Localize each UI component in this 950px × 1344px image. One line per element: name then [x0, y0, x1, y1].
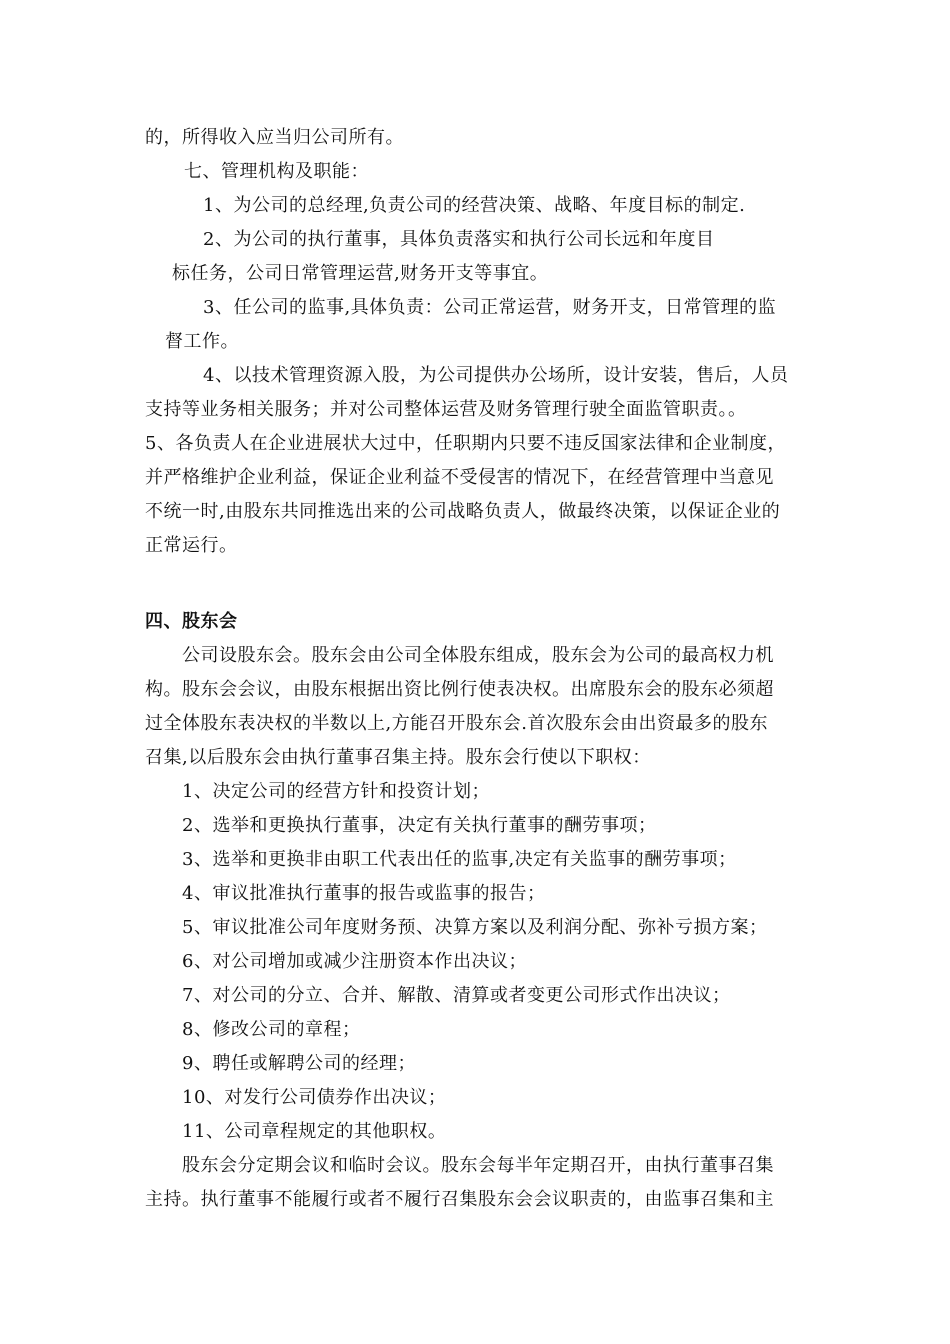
- list-item: 7、对公司的分立、合并、解散、清算或者变更公司形式作出决议；: [182, 985, 731, 1006]
- list-item: 2、选举和更换执行董事，决定有关执行董事的酬劳事项；: [182, 815, 657, 836]
- paragraph-line: 并严格维护企业利益，保证企业利益不受侵害的情况下，在经营管理中当意见: [145, 467, 774, 488]
- list-item: 2、为公司的执行董事，具体负责落实和执行公司长远和年度目: [203, 229, 715, 250]
- paragraph-line: 不统一时,由股东共同推选出来的公司战略负责人，做最终决策，以保证企业的: [145, 501, 781, 522]
- list-item: 1、决定公司的经营方针和投资计划；: [182, 781, 490, 802]
- paragraph-line: 过全体股东表决权的半数以上,方能召开股东会.首次股东会由出资最多的股东: [145, 713, 768, 734]
- paragraph-line: 构。股东会会议，由股东根据出资比例行使表决权。出席股东会的股东必须超: [145, 679, 774, 700]
- list-item: 4、审议批准执行董事的报告或监事的报告；: [182, 883, 546, 904]
- list-item: 5、各负责人在企业进展状大过中，任职期内只要不违反国家法律和企业制度，: [145, 433, 786, 454]
- list-item: 1、为公司的总经理,负责公司的经营决策、战略、年度目标的制定.: [203, 195, 746, 216]
- list-item: 9、聘任或解聘公司的经理；: [182, 1053, 416, 1074]
- list-item: 4、以技术管理资源入股，为公司提供办公场所，设计安装，售后，人员: [203, 365, 789, 386]
- paragraph-line: 股东会分定期会议和临时会议。股东会每半年定期召开，由执行董事召集: [182, 1155, 774, 1176]
- paragraph-line: 督工作。: [165, 331, 239, 352]
- list-item: 10、对发行公司债券作出决议；: [182, 1087, 447, 1108]
- list-item: 6、对公司增加或减少注册资本作出决议；: [182, 951, 527, 972]
- paragraph-line: 标任务，公司日常管理运营,财务开支等事宜。: [172, 263, 549, 284]
- list-item: 3、选举和更换非由职工代表出任的监事,决定有关监事的酬劳事项；: [182, 849, 737, 870]
- list-item: 11、公司章程规定的其他职权。: [182, 1121, 447, 1142]
- paragraph-line: 主持。执行董事不能履行或者不履行召集股东会会议职责的，由监事召集和主: [145, 1189, 774, 1210]
- list-item: 8、修改公司的章程；: [182, 1019, 361, 1040]
- paragraph-line: 的，所得收入应当归公司所有。: [145, 127, 404, 148]
- paragraph-line: 公司设股东会。股东会由公司全体股东组成，股东会为公司的最高权力机: [182, 645, 774, 666]
- section-heading-shareholders: 四、股东会: [145, 611, 238, 632]
- section-heading-management: 七、管理机构及职能：: [184, 161, 369, 182]
- list-item: 3、任公司的监事,具体负责：公司正常运营，财务开支，日常管理的监: [203, 297, 777, 318]
- paragraph-line: 召集,以后股东会由执行董事召集主持。股东会行使以下职权：: [145, 747, 651, 768]
- paragraph-line: 支持等业务相关服务；并对公司整体运营及财务管理行驶全面监管职责。。: [145, 399, 747, 420]
- paragraph-line: 正常运行。: [145, 535, 238, 556]
- list-item: 5、审议批准公司年度财务预、决算方案以及利润分配、弥补亏损方案；: [182, 917, 768, 938]
